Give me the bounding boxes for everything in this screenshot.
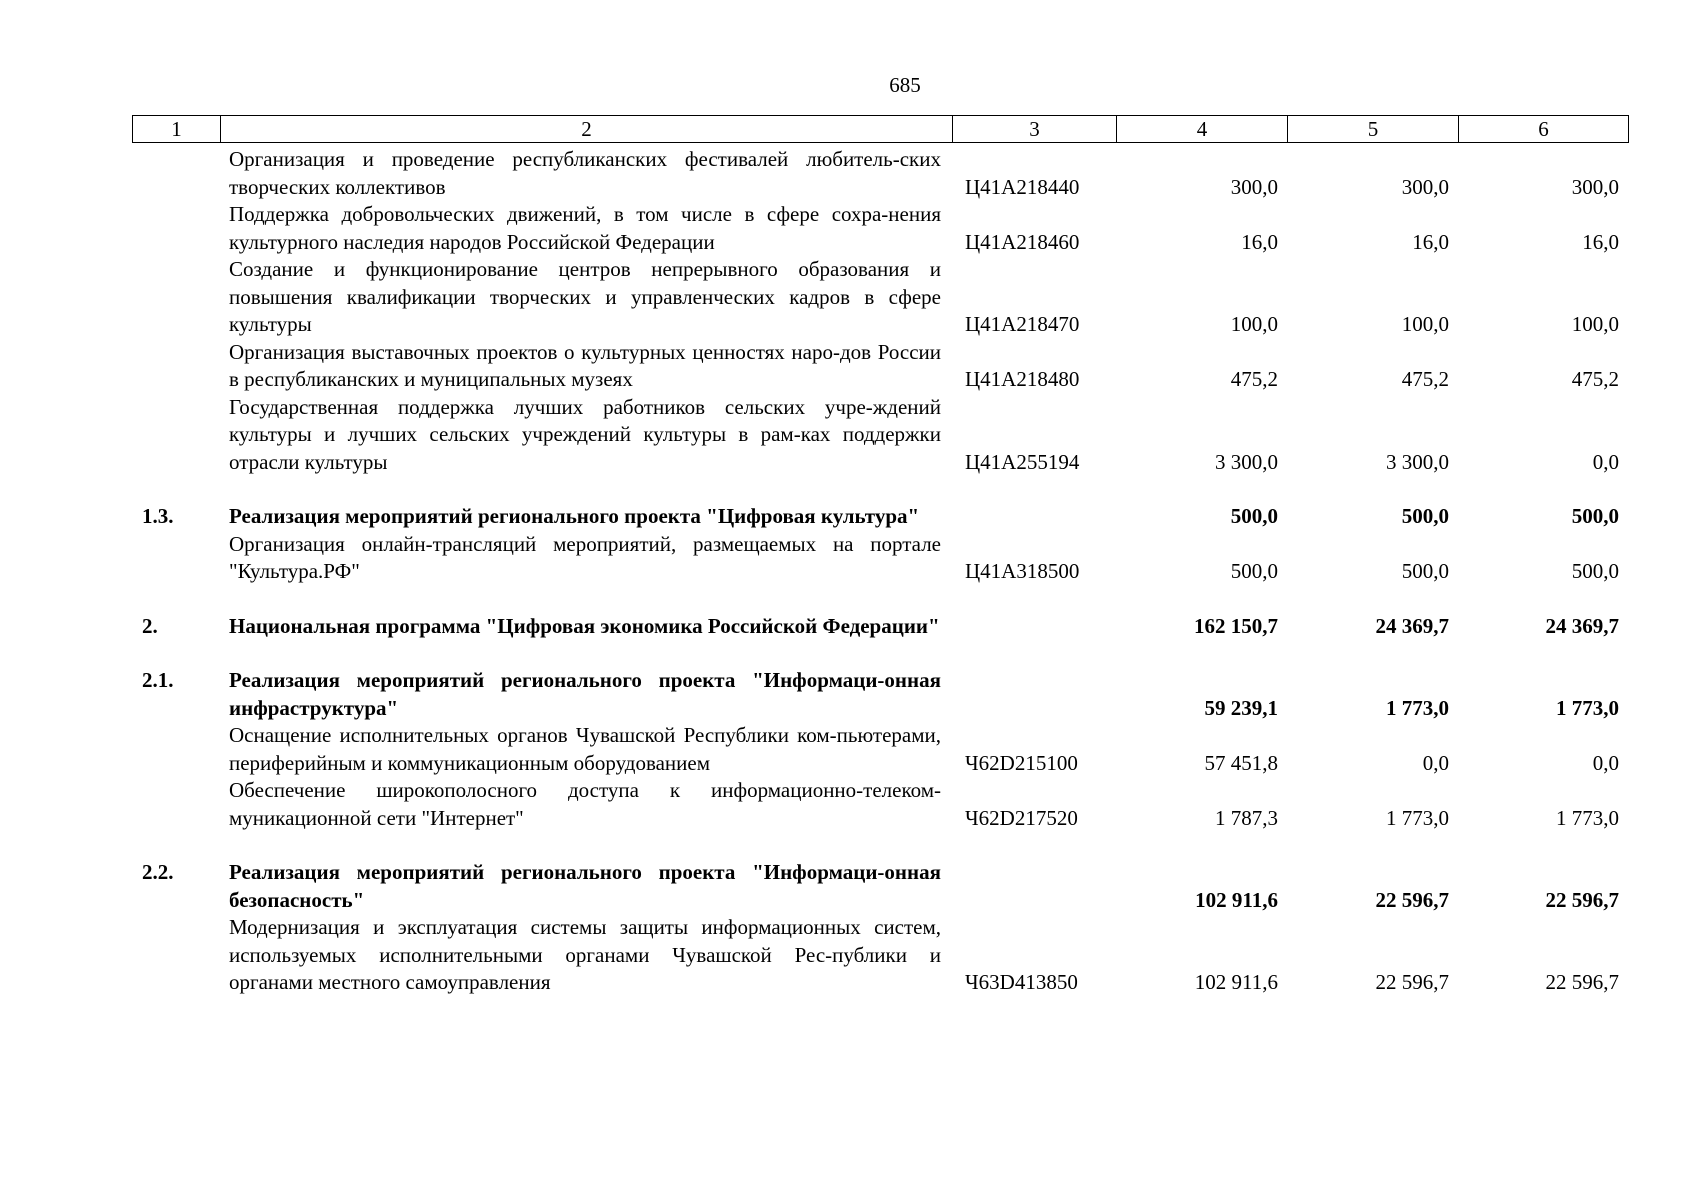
row-name: Создание и функционирование центров непрерывного образования и повышения квалификации творческих и управленческих кадров в сфере культуры: [229, 257, 941, 336]
row-name: Организация онлайн-трансляций мероприятий, размещаемых на портале "Культура.РФ": [229, 531, 941, 583]
row-value-6: 22 596,7: [1545, 887, 1619, 912]
row-value-4: 102 911,6: [1195, 887, 1278, 912]
row-value-5: 300,0: [1401, 174, 1449, 199]
row-value-5: 475,2: [1401, 367, 1449, 391]
section-row: [132, 503, 1627, 531]
row-value-5: 1 773,0: [1386, 805, 1449, 830]
row-name: Реализация мероприятий регионального проекта "Информаци-онная инфраструктура": [229, 668, 941, 720]
row-value-4: 475,2: [1230, 367, 1278, 391]
row-name: Модернизация и эксплуатация системы защиты информационных систем, используемых исполнительными органами Чувашской Рес-публики и органами местного самоуправления: [229, 915, 941, 994]
section-row: [132, 613, 1627, 641]
column-header-6: 6: [1458, 116, 1628, 142]
row-value-4: 3 300,0: [1215, 449, 1278, 474]
row-code: Ч63D413850: [965, 970, 1078, 994]
column-header-5: 5: [1287, 116, 1458, 142]
row-value-4: 57 451,8: [1204, 750, 1278, 775]
table-row: [132, 531, 1627, 586]
row-number: 1.3.: [142, 504, 174, 528]
row-name: Реализация мероприятий регионального проекта "Цифровая культура": [229, 504, 920, 528]
row-value-6: 500,0: [1571, 559, 1619, 583]
row-code: Ц41А218470: [965, 312, 1080, 336]
row-name: Обеспечение широкополосного доступа к информационно-телеком-муникационной сети "Интернет": [229, 778, 941, 830]
row-value-4: 1 787,3: [1215, 805, 1278, 830]
row-value-5: 0,0: [1422, 750, 1449, 775]
row-value-6: 22 596,7: [1545, 970, 1619, 994]
row-value-6: 24 369,7: [1545, 613, 1619, 638]
row-value-5: 16,0: [1412, 229, 1449, 254]
table-row: [132, 146, 1627, 201]
section-row: [132, 859, 1627, 914]
row-value-6: 500,0: [1571, 504, 1619, 528]
row-code: Ч62D215100: [965, 750, 1078, 775]
row-value-4: 59 239,1: [1204, 695, 1278, 720]
row-value-4: 500,0: [1230, 504, 1278, 528]
row-value-4: 300,0: [1230, 174, 1278, 199]
row-code: Ц41А218440: [965, 174, 1080, 199]
row-value-4: 100,0: [1230, 312, 1278, 336]
row-value-5: 500,0: [1401, 504, 1449, 528]
section-row: [132, 667, 1627, 722]
table-row: [132, 201, 1627, 256]
row-value-6: 16,0: [1582, 229, 1619, 254]
row-number: 2.2.: [142, 860, 174, 884]
row-value-6: 300,0: [1571, 174, 1619, 199]
row-code: Ч62D217520: [965, 805, 1078, 830]
table-column-header: [132, 115, 1629, 143]
row-name: Реализация мероприятий регионального проекта "Информаци-онная безопасность": [229, 860, 941, 912]
row-name: Национальная программа "Цифровая экономика Российской Федерации": [229, 613, 940, 638]
row-value-4: 16,0: [1241, 229, 1278, 254]
row-value-6: 100,0: [1571, 312, 1619, 336]
row-code: Ц41А218460: [965, 229, 1080, 254]
table-row: [132, 777, 1627, 832]
row-code: Ц41А318500: [965, 559, 1080, 583]
table-row: [132, 394, 1627, 477]
column-header-1: 1: [171, 117, 182, 141]
row-value-6: 0,0: [1592, 750, 1619, 775]
table-row: [132, 722, 1627, 777]
row-name: Поддержка добровольческих движений, в том числе в сфере сохра-нения культурного наследия народов Российской Федерации: [229, 202, 941, 254]
table-row: [132, 256, 1627, 339]
row-value-6: 0,0: [1592, 449, 1619, 474]
column-header-4: 4: [1116, 116, 1287, 142]
row-value-6: 475,2: [1571, 367, 1619, 391]
row-name: Государственная поддержка лучших работников сельских учре-ждений культуры и лучших сельских учреждений культуры в рам-ках поддержки отрасли культуры: [229, 394, 941, 474]
row-number: 2.: [142, 613, 158, 638]
row-name: Организация выставочных проектов о культурных ценностях наро-дов России в республиканских и муниципальных музеях: [229, 339, 941, 391]
column-header-3: 3: [952, 116, 1116, 142]
table-body: [132, 146, 1627, 997]
row-value-6: 1 773,0: [1556, 695, 1619, 720]
row-value-5: 1 773,0: [1386, 695, 1449, 720]
row-value-4: 102 911,6: [1194, 970, 1278, 994]
row-code: Ц41А218480: [965, 367, 1080, 391]
row-name: Оснащение исполнительных органов Чувашской Республики ком-пьютерами, периферийным и коммуникационным оборудованием: [229, 723, 941, 775]
row-value-6: 1 773,0: [1556, 805, 1619, 830]
table-row: [132, 339, 1627, 394]
page-number: 685: [889, 73, 921, 97]
row-value-4: 162 150,7: [1194, 613, 1278, 638]
row-value-5: 500,0: [1401, 559, 1449, 583]
row-code: Ц41А255194: [965, 449, 1080, 474]
row-number: 2.1.: [142, 668, 174, 692]
row-value-5: 100,0: [1401, 312, 1449, 336]
row-value-5: 24 369,7: [1375, 613, 1449, 638]
row-value-5: 3 300,0: [1386, 449, 1449, 474]
row-value-4: 500,0: [1230, 559, 1278, 583]
row-name: Организация и проведение республиканских фестивалей любитель-ских творческих коллективов: [229, 147, 941, 199]
row-value-5: 22 596,7: [1375, 887, 1449, 912]
column-header-2: 2: [220, 116, 952, 142]
table-row: [132, 914, 1627, 997]
row-value-5: 22 596,7: [1375, 970, 1449, 994]
